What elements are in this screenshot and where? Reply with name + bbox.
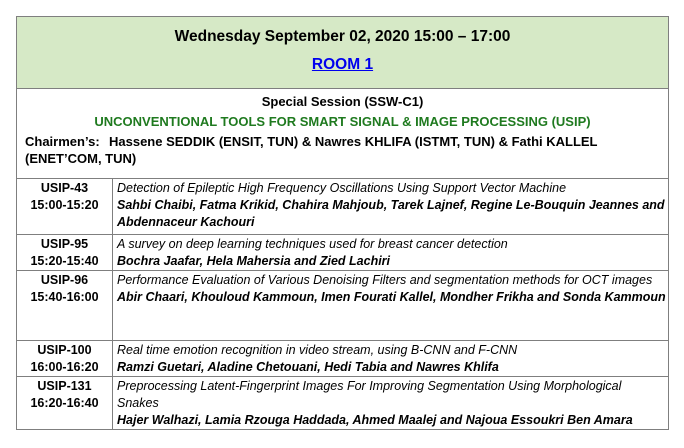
session-title: UNCONVENTIONAL TOOLS FOR SMART SIGNAL & IMAGE PROCESSING (USIP) — [94, 114, 591, 129]
paper-authors: Ramzi Guetari, Aladine Chetouani, Hedi Tabia and Nawres Khlifa — [117, 360, 499, 374]
paper-authors: Abir Chaari, Khouloud Kammoun, Imen Fourati Kallel, Mondher Frikha and Sonda Kammoun — [117, 290, 666, 304]
paper-authors: Sahbi Chaibi, Fatma Krikid, Chahira Mahjoub, Tarek Lajnef, Regine Le-Bouquin Jeannes and Abdennaceur Kachouri — [117, 198, 665, 229]
paper-info — [113, 341, 669, 377]
session-info-cell — [17, 89, 669, 179]
paper-id: USIP-43 — [40, 181, 89, 195]
paper-row — [17, 235, 669, 271]
session-schedule-table — [16, 16, 669, 430]
paper-row — [17, 377, 669, 430]
paper-id: USIP-100 — [37, 343, 92, 357]
paper-time: 15:40-16:00 — [30, 290, 99, 304]
room-link[interactable]: ROOM 1 — [311, 56, 374, 73]
paper-info — [113, 235, 669, 271]
paper-authors: Hajer Walhazi, Lamia Rzouga Haddada, Ahmed Maalej and Najoua Essoukri Ben Amara — [117, 413, 633, 427]
paper-title: Performance Evaluation of Various Denoising Filters and segmentation methods for OCT images — [117, 273, 653, 287]
session-info-row — [17, 89, 669, 179]
paper-time: 15:20-15:40 — [30, 254, 99, 268]
paper-slot — [17, 179, 113, 235]
paper-row — [17, 341, 669, 377]
session-chairs — [25, 133, 668, 167]
paper-info — [113, 271, 669, 341]
paper-info — [113, 377, 669, 430]
paper-time: 16:00-16:20 — [30, 360, 99, 374]
paper-id: USIP-95 — [40, 237, 89, 251]
header-row — [17, 17, 669, 89]
paper-id: USIP-96 — [40, 273, 89, 287]
paper-title: A survey on deep learning techniques used for breast cancer detection — [117, 237, 508, 251]
header-cell — [17, 17, 669, 89]
chairs-names: Hassene SEDDIK (ENSIT, TUN) & Nawres KHLIFA (ISTMT, TUN) & Fathi KALLEL (ENET’COM, TUN) — [25, 134, 598, 166]
session-date-time: Wednesday September 02, 2020 15:00 – 17:00 — [174, 28, 511, 45]
paper-id: USIP-131 — [37, 379, 92, 393]
paper-authors: Bochra Jaafar, Hela Mahersia and Zied Lachiri — [117, 254, 391, 268]
paper-row — [17, 271, 669, 341]
paper-time: 15:00-15:20 — [30, 198, 99, 212]
paper-title: Real time emotion recognition in video stream, using B-CNN and F-CNN — [117, 343, 518, 357]
paper-row — [17, 179, 669, 235]
paper-slot — [17, 235, 113, 271]
paper-time: 16:20-16:40 — [30, 396, 99, 410]
paper-slot — [17, 271, 113, 341]
paper-slot — [17, 377, 113, 430]
paper-info — [113, 179, 669, 235]
session-label: Special Session (SSW-C1) — [261, 94, 424, 109]
paper-title: Detection of Epileptic High Frequency Oscillations Using Support Vector Machine — [117, 181, 567, 195]
paper-slot — [17, 341, 113, 377]
chairs-label: Chairmen’s: — [25, 134, 100, 149]
paper-title: Preprocessing Latent-Fingerprint Images For Improving Segmentation Using Morphological Snakes — [117, 379, 622, 410]
